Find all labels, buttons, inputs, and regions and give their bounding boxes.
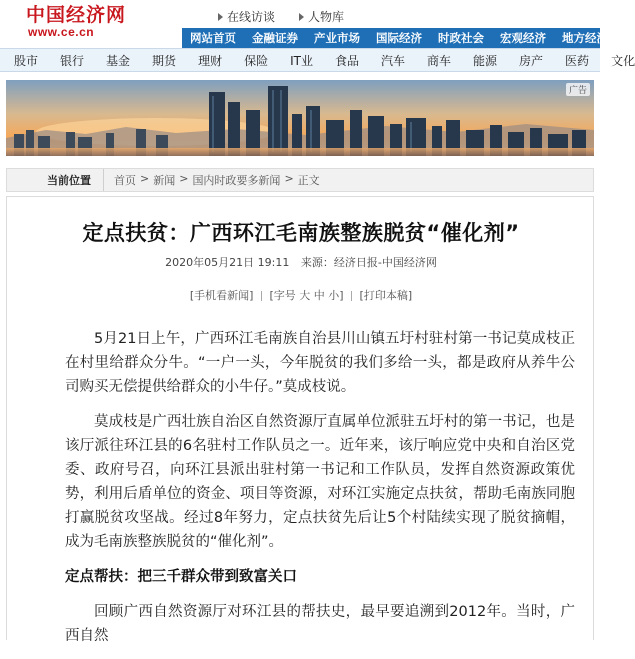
article (6, 196, 594, 644)
sub-nav-item[interactable]: 理财 (198, 53, 223, 68)
top-link-label: 在线访谈 (227, 10, 276, 24)
article-meta (7, 254, 595, 270)
breadcrumb-items (104, 172, 320, 188)
sub-nav-item[interactable]: IT业 (290, 53, 313, 68)
sub-nav-item[interactable]: 能源 (473, 53, 498, 68)
main-nav-finance[interactable]: 金融证券 (252, 31, 298, 45)
divider (351, 291, 352, 301)
article-tools (7, 287, 595, 303)
breadcrumb-home[interactable]: 首页 (114, 174, 136, 187)
breadcrumb-domestic[interactable]: 国内时政要多新闻 (192, 174, 281, 187)
sub-nav-item[interactable]: 商车 (427, 53, 452, 68)
ad-badge: 广告 (566, 83, 590, 96)
logo-url: www.ce.cn (28, 25, 95, 39)
breadcrumb-separator: > (179, 172, 189, 185)
sub-nav-item[interactable]: 股市 (14, 53, 39, 68)
sub-nav-item[interactable]: 银行 (60, 53, 85, 68)
sub-nav-item[interactable]: 保险 (244, 53, 269, 68)
sub-nav (0, 48, 635, 72)
article-subheading: 定点帮扶：把三千群众带到致富关口 (65, 569, 297, 585)
article-paragraph: 5月21日上午，广西环江毛南族自治县川山镇五圩村驻村第一书记莫成枝正在村里给群众分牛。“一户一头，今年脱贫的我们多给一头，都是政府从养牛公司购买无偿提供给群众的小牛仔。”莫成枝说。 (65, 331, 575, 395)
main-nav (182, 28, 608, 48)
main-nav-home[interactable]: 网站首页 (190, 31, 236, 45)
triangle-right-icon (218, 13, 223, 21)
sub-nav-item[interactable]: 医药 (565, 53, 590, 68)
main-nav-local[interactable]: 地方经济 (562, 31, 608, 45)
sub-nav-item[interactable]: 汽车 (380, 53, 405, 68)
site-header (0, 0, 608, 48)
breadcrumb-current: 正文 (297, 174, 320, 187)
sub-nav-item[interactable]: 文化 (611, 53, 635, 68)
banner-ad[interactable] (6, 80, 594, 156)
article-title: 定点扶贫：广西环江毛南族整族脱贫“催化剂” (82, 221, 520, 245)
top-link-label: 人物库 (308, 10, 345, 24)
article-datetime: 2020年05月21日 19:11 (165, 256, 290, 269)
sub-nav-item[interactable]: 房产 (519, 53, 544, 68)
breadcrumb (6, 168, 594, 192)
sub-nav-item[interactable]: 期货 (152, 53, 177, 68)
font-size-control[interactable]: [字号 大 中 小] (269, 289, 344, 302)
top-link-people[interactable] (299, 8, 344, 25)
logo-text-cn: 中国经济网 (26, 4, 127, 26)
sub-nav-item[interactable]: 基金 (106, 53, 131, 68)
site-logo[interactable] (26, 4, 126, 39)
top-link-interview[interactable] (218, 8, 275, 25)
mobile-view-link[interactable]: [手机看新闻] (189, 289, 254, 302)
breadcrumb-separator: > (284, 172, 294, 185)
main-nav-industry[interactable]: 产业市场 (314, 31, 360, 45)
print-link[interactable]: [打印本稿] (359, 289, 413, 302)
main-nav-macro[interactable]: 宏观经济 (500, 31, 546, 45)
main-nav-politics[interactable]: 时政社会 (438, 31, 484, 45)
breadcrumb-news[interactable]: 新闻 (153, 174, 176, 187)
article-paragraph: 回顾广西自然资源厅对环江县的帮扶史，最早要追溯到2012年。当时，广西自然 (65, 604, 575, 644)
breadcrumb-label: 当前位置 (7, 169, 104, 191)
article-body (65, 327, 575, 659)
triangle-right-icon (299, 13, 304, 21)
divider (261, 291, 262, 301)
article-paragraph: 莫成枝是广西壮族自治区自然资源厅直属单位派驻五圩村的第一书记，也是该厅派往环江县的6名驻村工作队员之一。近年来，该厅响应党中央和自治区党委、政府号召，向环江县派出驻村第一书记和工作队员，发挥自然资源政策优势，利用后盾单位的资金、项目等资源，对环江实施定点扶贫，帮助毛南族同胞打赢脱贫攻坚战。经过8年努力，定点扶贫先后让5个村陆续实现了脱贫摘帽，成为毛南族整族脱贫的“催化剂”。 (65, 414, 575, 550)
breadcrumb-separator: > (140, 172, 150, 185)
article-source: 来源：经济日报-中国经济网 (300, 256, 437, 269)
sub-nav-item[interactable]: 食品 (334, 53, 359, 68)
main-nav-international[interactable]: 国际经济 (376, 31, 422, 45)
top-links (218, 8, 344, 25)
skyline-image (6, 80, 594, 156)
